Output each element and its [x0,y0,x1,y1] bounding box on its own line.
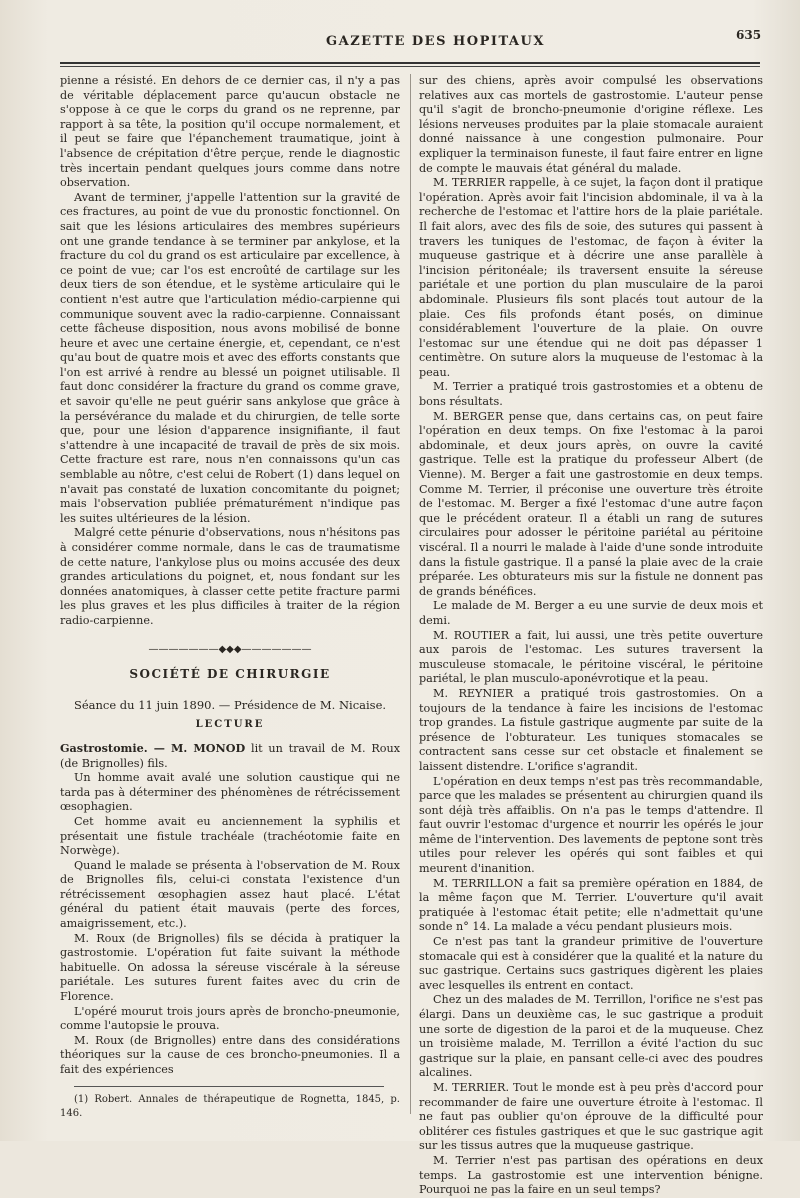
section-ornament: ———————◆◆◆——————— [148,643,312,655]
right-paragraph: L'opération en deux temps n'est pas très recommandable, parce que les malades se présentent au chirurgien quand ils sont déjà très affaiblis. On n'a pas le temps d'attendre. Il faut ouvrir l'estomac d'urgence et nourrir les opérés le jour même de l'intervention. Des lavements de peptone sont très utiles pour relever les opérés qui sont faibles et qui meurent d'inanition. [419,774,763,876]
case-paragraph: Un homme avait avalé une solution caustique qui ne tarda pas à déterminer des phénomènes de rétrécissement œsophagien. [60,771,400,814]
page-number: 635 [736,28,762,42]
gastrostomie-paragraph [60,741,400,771]
right-paragraph: M. Terrier a pratiqué trois gastrostomies et a obtenu de bons résultats. [419,380,763,409]
society-title: SOCIÉTÉ DE CHIRURGIE [129,667,331,682]
right-paragraph: M. TERRIER rappelle, à ce sujet, la façon dont il pratique l'opération. Après avoir fait l'incision abdominale, il va à la recherche de l'estomac et l'attire hors de la plaie pariétale. Il fait alors, avec des fils de soie, des sutures qui passent à travers les tuniques de l'estomac, de façon à éviter la muqueuse gastrique et à décrire une anse parallèle à l'incision péritonéale; ils traversent ensuite la séreuse pariétale et une portion du plan musculaire de la paroi abdominale. Plusieurs fils sont placés tout autour de la plaie. Ces fils profonds étant posés, on diminue considérablement l'ouverture de la plaie. On ouvre l'estomac sur une étendue qui ne doit pas dépasser 1 centimètre. On suture alors la muqueuse de l'estomac à la peau. [419,176,763,379]
header-rule-thick [60,62,760,64]
right-paragraph: sur des chiens, après avoir compulsé les observations relatives aux cas mortels de gastrostomie. L'auteur pense qu'il s'agit de broncho-pneumonie d'origine réflexe. Les lésions nerveuses produites par la plaie stomacale auraient donné naissance à une congestion pulmonaire. Pour expliquer la terminaison funeste, il faut faire entrer en ligne de compte le mauvais état général du malade. [419,74,763,175]
right-paragraph: M. ROUTIER a fait, lui aussi, une très petite ouverture aux parois de l'estomac. Les sutures traversent la musculeuse stomacale, le péritoine viscéral, le péritoine pariétal, le plan musculo-aponévrotique et la peau. [419,628,763,686]
right-paragraph: Ce n'est pas tant la grandeur primitive de l'ouverture stomacale qui est à considérer que la qualité et la nature du suc gastrique. Certains sucs gastriques digèrent les plaies avec lesquelles ils entrent en contact. [419,935,763,992]
right-paragraph: Le malade de M. Berger a eu une survie de deux mois et demi. [419,599,763,627]
lecture-heading: LECTURE [195,719,265,731]
left-paragraph: Malgré cette pénurie d'observations, nous n'hésitons pas à considérer comme normale, dans le cas de traumatisme de cette nature, l'ankylose plus ou moins accusée des deux grandes articulations du poignet, et, nous fondant sur les données anatomiques, à classer cette petite fracture parmi les plus graves et les plus difficiles à traiter de la région radio-carpienne. [60,526,400,627]
case-paragraph: M. Roux (de Brignolles) fils se décida à pratiquer la gastrostomie. L'opération fut faite suivant la méthode habituelle. On adossa la séreuse viscérale à la séreuse pariétale. Les sutures furent faites avec du crin de Florence. [60,931,400,1004]
right-paragraph: M. Terrier n'est pas partisan des opérations en deux temps. La gastrostomie est une intervention bénigne. Pourquoi ne pas la faire en un seul temps? [419,1153,763,1197]
right-paragraph: M. TERRILLON a fait sa première opération en 1884, de la même façon que M. Terrier. L'ouverture qu'il avait pratiquée à l'estomac était petite; elle n'admettait qu'une sonde n° 14. La malade a vécu pendant plusieurs mois. [419,876,763,934]
session-line: Séance du 11 juin 1890. — Présidence de M. Nicaise. [73,697,387,712]
gastrostomie-title: Gastrostomie. — M. MONOD [60,740,246,755]
footnote: (1) Robert. Annales de thérapeutique de Rognetta, 1845, p. 146. [60,1093,400,1120]
page-header-title: GAZETTE DES HOPITAUX [326,34,545,49]
right-paragraph: M. BERGER pense que, dans certains cas, on peut faire l'opération en deux temps. On fixe l'estomac à la paroi abdominale, et deux jours après, on ouvre la cavité gastrique. Telle est la pratique du professeur Albert (de Vienne). M. Berger a fait une gastrostomie en deux temps. Comme M. Terrier, il préconise une ouverture très étroite de l'estomac. M. Berger a fixé l'estomac d'une autre façon que le précédent orateur. Il a établi un rang de sutures circulaires pour adosser le péritoine pariétal au péritoine viscéral. Il a nourri le malade à l'aide d'une sonde introduite dans la fistule gastrique. Il a pansé la plaie avec de la craie préparée. Les obturateurs mis sur la fistule ne donnent pas de grands bénéfices. [419,409,763,598]
gastrostomie-intro: lit un travail de M. Roux (de Brignolles) fils. [60,741,401,770]
case-paragraph: Quand le malade se présenta à l'observation de M. Roux de Brignolles fils, celui-ci constata l'existence d'un rétrécissement œsophagien assez haut placé. L'état général du patient était mauvais (perte des forces, amaigrissement, etc.). [60,858,400,931]
left-paragraph: pienne a résisté. En dehors de ce dernier cas, il n'y a pas de véritable déplacement parce qu'aucun obstacle ne s'oppose à ce que le corps du grand os ne reprenne, par rapport à sa tête, la position qu'il occupe normalement, et il peut se faire que l'épanchement traumatique, joint à l'absence de crépitation d'être perçue, rende le diagnostic très incertain pendant quelques jours comme dans notre observation. [60,74,400,190]
left-paragraph: Avant de terminer, j'appelle l'attention sur la gravité de ces fractures, au point de vue du pronostic fonctionnel. On sait que les lésions articulaires des membres supérieurs ont une grande tendance à se terminer par ankylose, et la fracture du col du grand os est articulaire par excellence, à ce point de vue; car l'os est encroûté de cartilage sur les deux tiers de son étendue, et le système articulaire qui le contient n'est autre que l'articulation médio-carpienne qui communique souvent avec la radio-carpienne. Connaissant cette fâcheuse disposition, nous avons mobilisé de bonne heure et avec une certaine énergie, et, cependant, ce n'est qu'au bout de quatre mois et avec des efforts constants que l'on est arrivé à rendre au blessé un poignet utilisable. Il faut donc considérer la fracture du grand os comme grave, et savoir qu'elle ne peut guérir sans ankylose que grâce à la persévérance du malade et du chirurgien, de telle sorte que, pour une lésion d'apparence insignifiante, il faut s'attendre à une incapacité de travail de près de six mois. Cette fracture est rare, nous n'en connaissons qu'un cas semblable au nôtre, c'est celui de Robert (1) dans lequel on n'avait pas constaté de luxation concomitante du poignet; mais l'observation publiée prématurément n'indique pas les suites ultérieures de la lésion. [60,190,400,525]
case-paragraph: Cet homme avait eu anciennement la syphilis et présentait une fistule trachéale (trachéotomie faite en Norwège). [60,814,400,858]
case-paragraph: M. Roux (de Brignolles) entre dans des considérations théoriques sur la cause de ces broncho-pneumonies. Il a fait des expériences [60,1033,400,1076]
right-column [419,74,763,1198]
right-paragraph: M. REYNIER a pratiqué trois gastrostomies. On a toujours de la tendance à faire les incisions de l'estomac trop grandes. La fistule gastrique augmente par suite de la présence de l'obturateur. Les tuniques stomacales se contractent sans cesse sur cet obstacle et finalement se laissent distendre. L'orifice s'agrandit. [419,686,763,773]
header-rule-thin [60,66,760,67]
right-paragraph: Chez un des malades de M. Terrillon, l'orifice ne s'est pas élargi. Dans un deuxième cas, le suc gastrique a produit une sorte de digestion de la paroi et de la muqueuse. Chez un troisième malade, M. Terrillon a évité l'action du suc gastrique sur la plaie, en pansant celle-ci avec des poudres alcalines. [419,993,763,1080]
column-divider [410,74,411,1114]
case-paragraph: L'opéré mourut trois jours après de broncho-pneumonie, comme l'autopsie le prouva. [60,1004,400,1033]
footnote-rule [74,1086,384,1087]
right-paragraph: M. TERRIER. Tout le monde est à peu près d'accord pour recommander de faire une ouverture étroite à l'estomac. Il ne faut pas oublier qu'on éprouve de la difficulté pour oblitérer ces fistules gastriques et que le suc gastrique agit sur les tissus autres que la muqueuse gastrique. [419,1080,763,1153]
left-column [60,74,400,1122]
